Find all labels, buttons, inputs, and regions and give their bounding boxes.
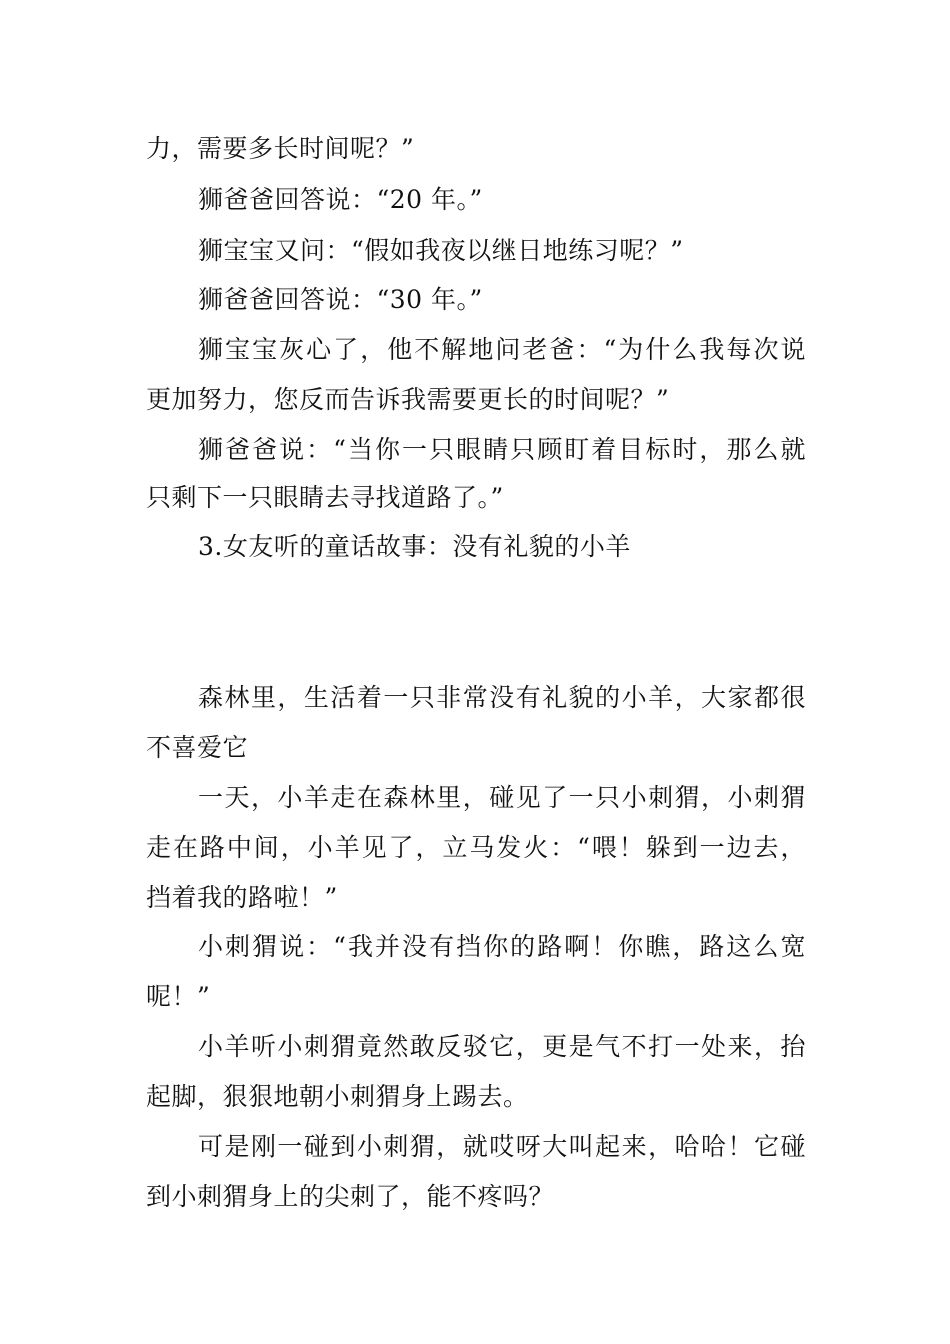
text-line: 只剩下一只眼睛去寻找道路了。” [146,483,504,512]
text-line: 森林里，生活着一只非常没有礼貌的小羊，大家都很 [198,683,806,712]
text-line: 呢！” [146,982,211,1011]
text-line: 可是刚一碰到小刺猬，就哎呀大叫起来，哈哈！它碰 [198,1132,806,1161]
text-line: 挡着我的路啦！” [146,883,338,912]
text-line: 狮爸爸说：“当你一只眼睛只顾盯着目标时，那么就 [198,435,806,464]
text-line: 到小刺猬身上的尖刺了，能不疼吗？ [146,1182,555,1211]
text-line: 起脚，狠狠地朝小刺猬身上踢去。 [146,1082,529,1111]
text-line: 狮爸爸回答说：“30 年。” [198,285,483,314]
section-heading: 3.女友听的童话故事：没有礼貌的小羊 [198,532,631,561]
text-line: 狮爸爸回答说：“20 年。” [198,185,483,214]
text-line: 小羊听小刺猬竟然敢反驳它，更是气不打一处来，抬 [198,1032,806,1061]
text-line: 不喜爱它 [146,733,249,762]
text-line: 力，需要多长时间呢？” [146,134,415,163]
text-line: 狮宝宝又问：“假如我夜以继日地练习呢？” [198,236,684,265]
text-line: 小刺猬说：“我并没有挡你的路啊！你瞧，路这么宽 [198,932,806,961]
text-line: 狮宝宝灰心了，他不解地问老爸：“为什么我每次说 [198,335,806,364]
text-line: 一天，小羊走在森林里，碰见了一只小刺猬，小刺猬 [198,783,806,812]
text-line: 走在路中间，小羊见了，立马发火：“喂！躲到一边去， [146,833,806,862]
text-line: 更加努力，您反而告诉我需要更长的时间呢？” [146,385,670,414]
